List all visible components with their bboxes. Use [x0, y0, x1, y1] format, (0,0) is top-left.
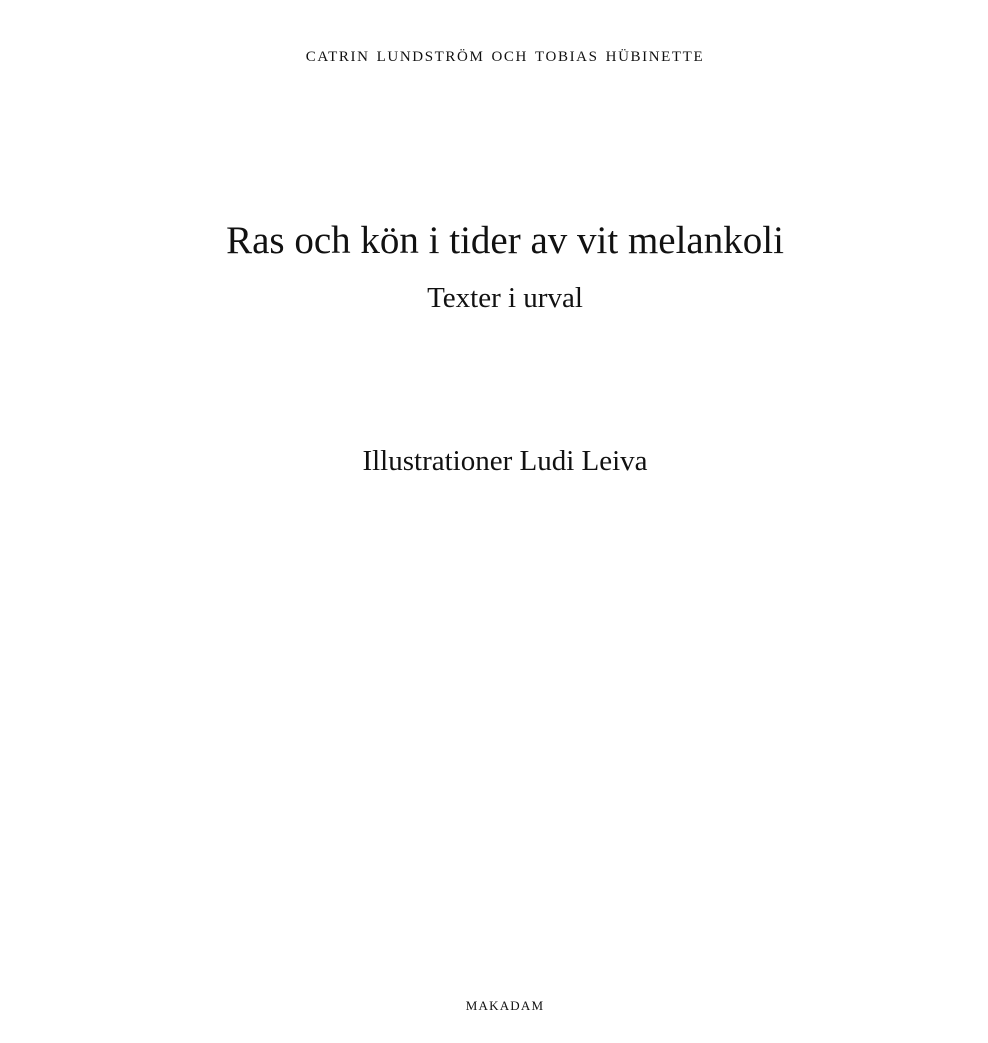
book-title: Ras och kön i tider av vit melankoli — [226, 219, 784, 262]
publisher-name: makadam — [465, 994, 545, 1014]
authors-line: catrin lundström och tobias hübinette — [305, 41, 705, 66]
book-subtitle: Texter i urval — [427, 282, 583, 314]
illustrator-credit: Illustrationer Ludi Leiva — [362, 445, 648, 477]
